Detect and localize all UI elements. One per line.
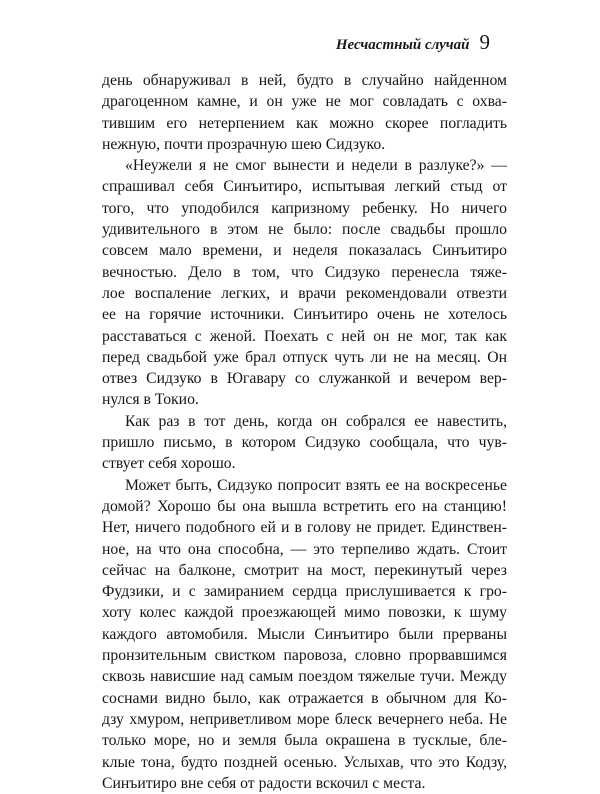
text-line: отвез Сидзуко в Югавару со служанкой и вечером вер- xyxy=(102,370,507,388)
text-line: Синъитиро вне себя от радости вскочил с места. xyxy=(102,774,426,792)
text-line: хоту колес каждой проезжающей мимо повозки, к шуму xyxy=(102,604,507,622)
text-line: ное, на что она способна, — это терпеливо ждать. Стоит xyxy=(102,540,507,558)
text-line: день обнаруживал в ней, будто в случайно найденном xyxy=(102,72,507,89)
text-line: Нет, ничего подобного ей и в голову не придет. Единствен- xyxy=(102,519,507,537)
text-line: того, что уподобился капризному ребенку. Но ничего xyxy=(102,199,507,217)
page-number: 9 xyxy=(479,30,490,54)
text-line: расставаться с женой. Поехать с ней он не мог, так как xyxy=(102,327,507,345)
text-line: тившим его нетерпением как можно скорее погладить xyxy=(102,114,507,132)
text-line: соснами видно было, как отражается в обычном для Ко- xyxy=(102,689,507,707)
text-line: перед свадьбой уже брал отпуск чуть ли не на месяц. Он xyxy=(102,348,507,366)
text-line: вечностью. Дело в том, что Сидзуко перенесла тяже- xyxy=(102,263,507,281)
text-line: пришло письмо, в котором Сидзуко сообщала, что чув- xyxy=(102,434,507,452)
paragraph xyxy=(102,411,507,475)
text-line: драгоценном камне, и он уже не мог совладать с охва- xyxy=(102,93,507,111)
text-line: Как раз в тот день, когда он собрался ее навестить, xyxy=(125,412,507,430)
paragraph xyxy=(102,70,507,155)
text-body xyxy=(102,70,507,794)
text-line: нулся в Токио. xyxy=(102,391,199,409)
text-line: спрашивал себя Синъитиро, испытывая легкий стыд от xyxy=(102,178,507,196)
paragraph xyxy=(102,155,507,411)
text-line: «Неужели я не смог вынести и недели в разлуке?» — xyxy=(125,157,507,175)
text-line: пронзительным свистком паровоза, словно прорвавшимся xyxy=(102,647,507,665)
text-line: нежную, почти прозрачную шею Сидзуко. xyxy=(102,135,386,153)
text-line: дзу хмуром, неприветливом море блеск вечернего неба. Не xyxy=(102,710,507,728)
text-line: Фудзики, и с замиранием сердца прислушивается к гро- xyxy=(102,583,507,601)
text-line: сквозь нависшие над самым поездом тяжелые тучи. Между xyxy=(102,668,507,686)
text-line: домой? Хорошо бы она вышла встретить его на станцию! xyxy=(102,497,507,515)
text-line: каждого автомобиля. Мысли Синъитиро были прерваны xyxy=(102,625,507,643)
paragraph xyxy=(102,475,507,794)
text-line: только море, но и земля была окрашена в тусклые, бле- xyxy=(102,732,507,750)
text-line: Может быть, Сидзуко попросит взять ее на воскресенье xyxy=(125,476,507,494)
text-line: совсем мало времени, и неделя показалась Синъитиро xyxy=(102,242,507,260)
running-header-title: Несчастный случай xyxy=(335,37,470,53)
text-line: клые тона, будто поздней осенью. Услыхав, что это Кодзу, xyxy=(102,753,507,771)
text-line: сейчас на балконе, смотрит на мост, перекинутый через xyxy=(102,561,507,579)
text-line: ее на горячие источники. Синъитиро очень не хотелось xyxy=(102,306,507,324)
running-header xyxy=(336,30,490,58)
text-line: ствует себя хорошо. xyxy=(102,455,236,473)
text-line: удивительного в этом не было: после свадьбы прошло xyxy=(102,221,507,239)
text-line: лое воспаление легких, и врачи рекомендовали отвезти xyxy=(102,284,507,302)
